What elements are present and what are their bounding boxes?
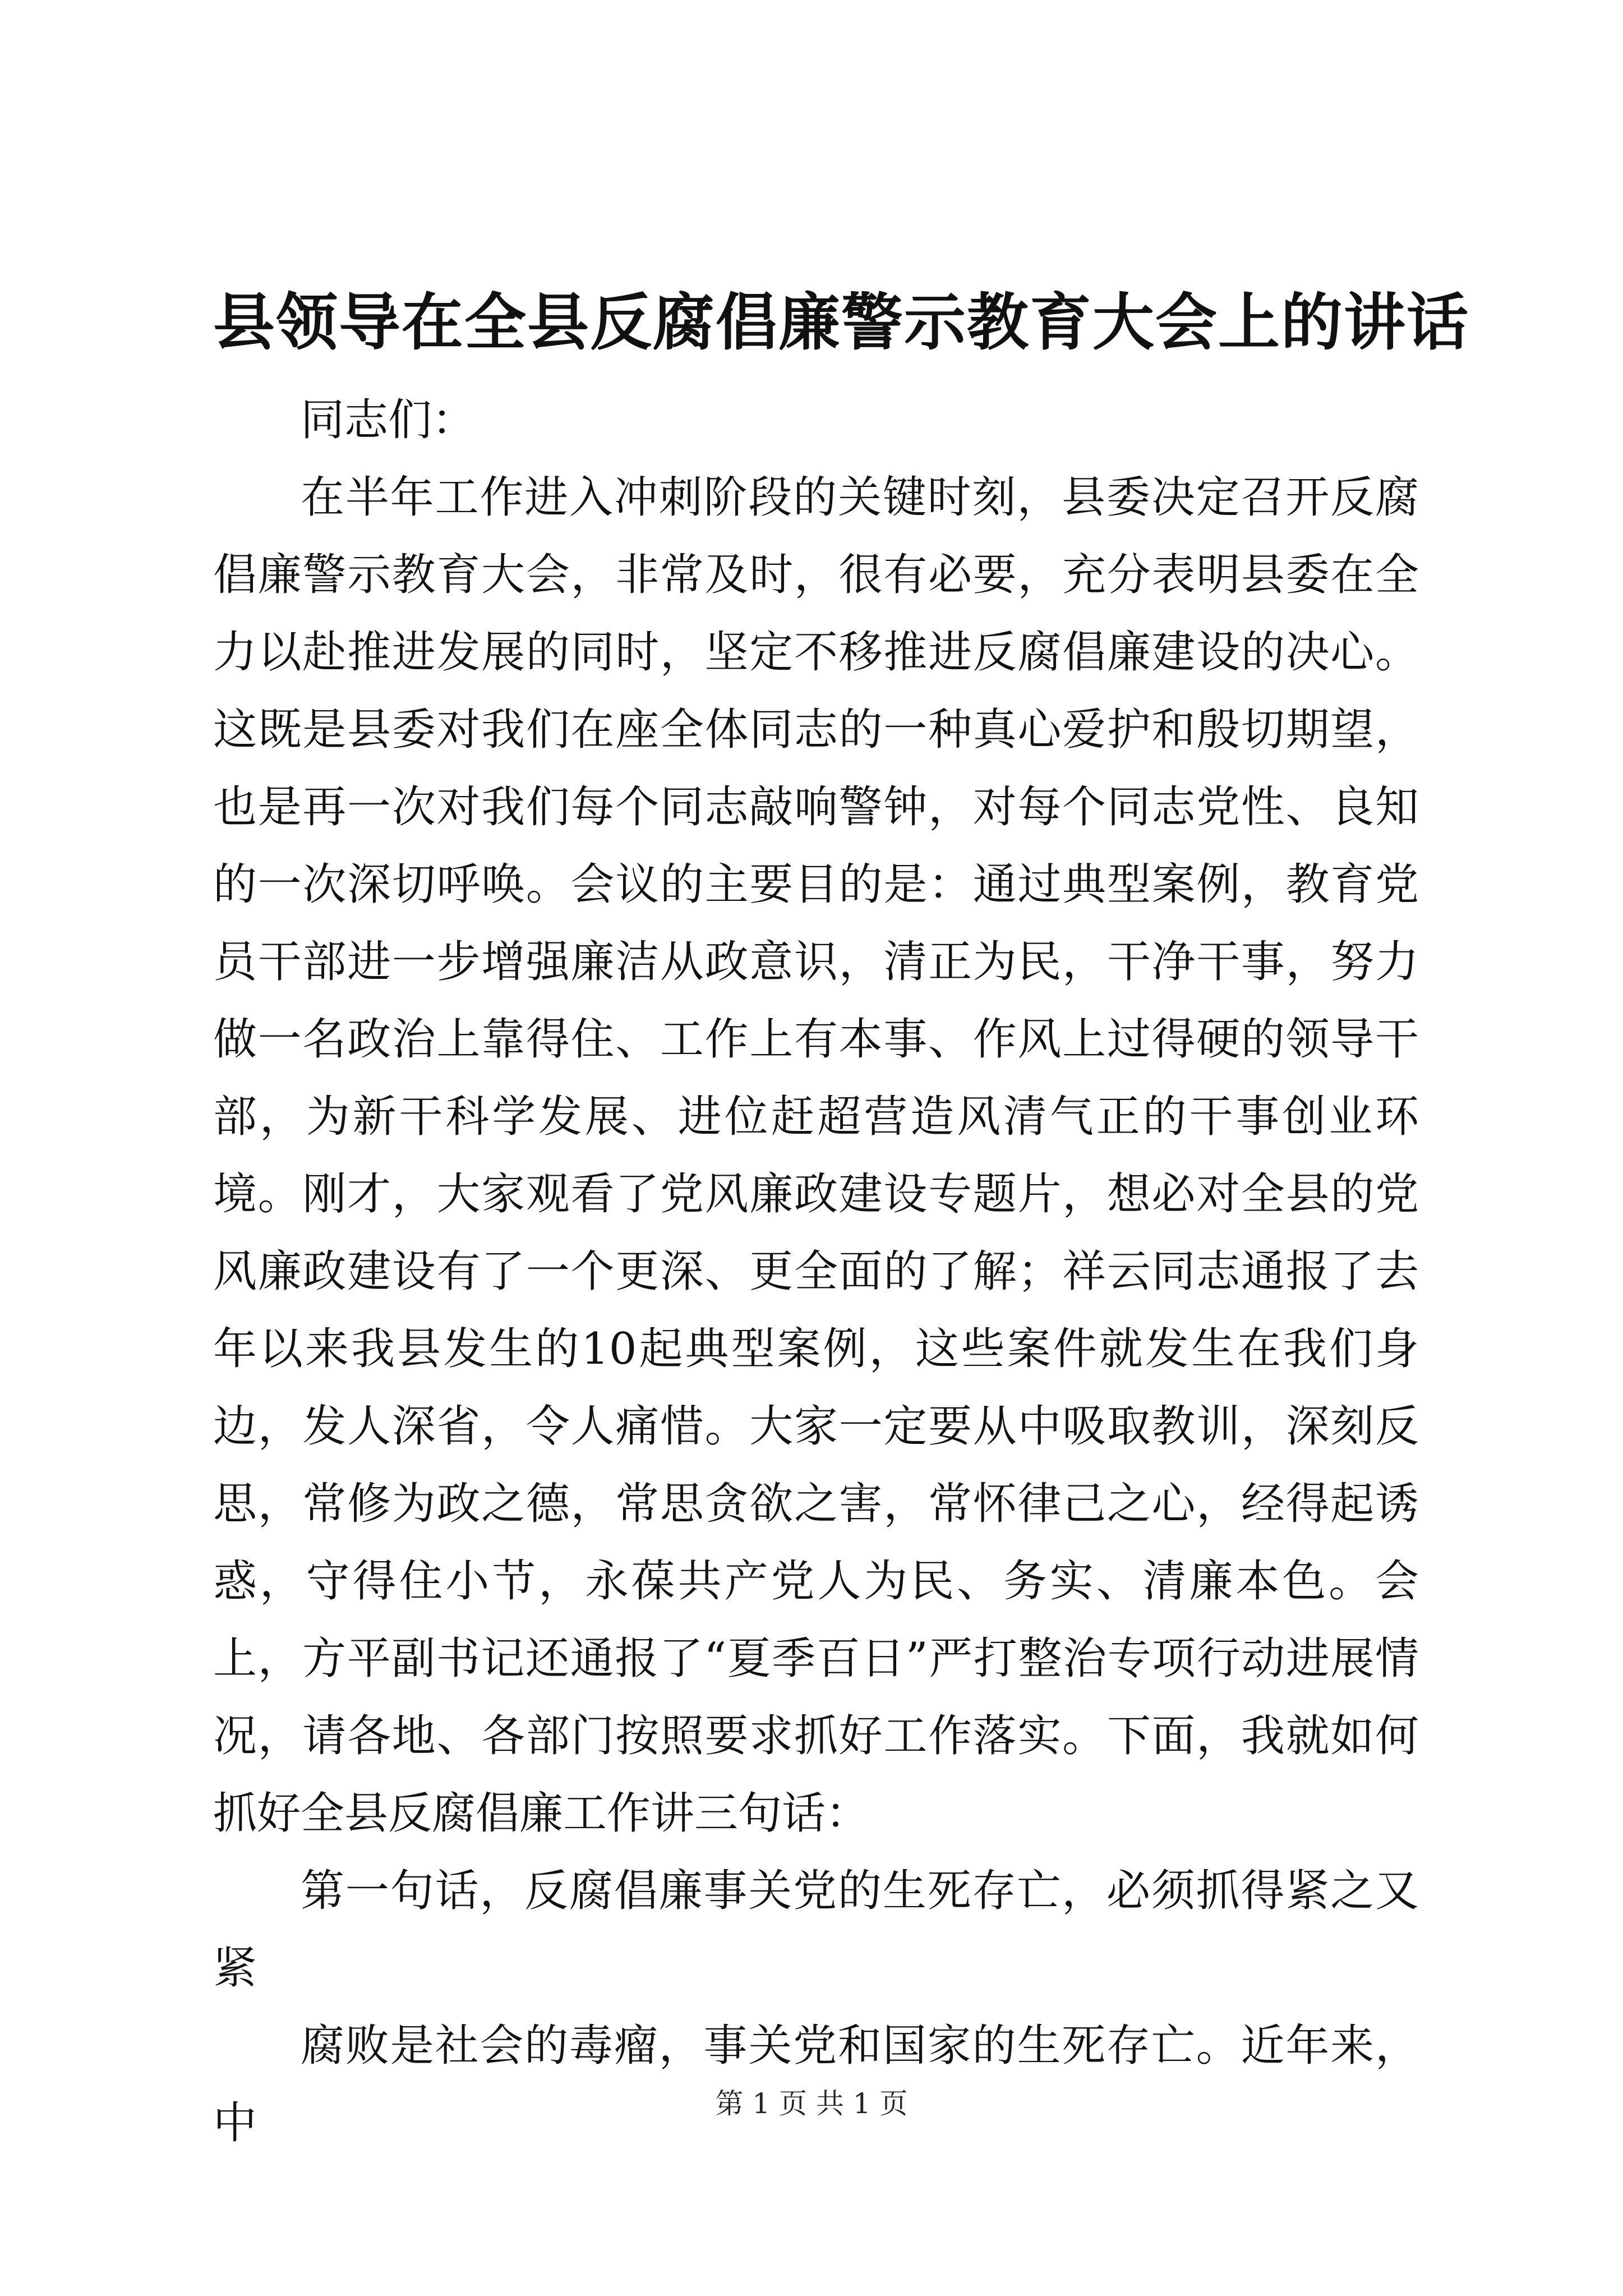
paragraph-intro: 在半年工作进入冲刺阶段的关键时刻，县委决定召开反腐倡廉警示教育大会，非常及时，很有必要，充分表明县委在全力以赴推进发展的同时，坚定不移推进反腐倡廉建设的决心。这既是县委对我们在座全体同志的一种真心爱护和殷切期望，也是再一次对我们每个同志敲响警钟，对每个同志党性、良知的一次深切呼唤。会议的主要目的是：通过典型案例，教育党员干部进一步增强廉洁从政意识，清正为民，干净干事，努力做一名政治上靠得住、工作上有本事、作风上过得硬的领导干部，为新干科学发展、进位赶超营造风清气正的干事创业环境。刚才，大家观看了党风廉政建设专题片，想必对全县的党风廉政建设有了一个更深、更全面的了解；祥云同志通报了去年以来我县发生的10起典型案例，这些案件就发生在我们身边，发人深省，令人痛惜。大家一定要从中吸取教训，深刻反思，常修为政之德，常思贪欲之害，常怀律己之心，经得起诱惑，守得住小节，永葆共产党人为民、务实、清廉本色。会上，方平副书记还通报了“夏季百日”严打整治专项行动进展情况，请各地、各部门按照要求抓好工作落实。下面，我就如何抓好全县反腐倡廉工作讲三句话：: [213, 472, 1419, 1839]
greeting: 同志们：: [301, 395, 476, 445]
document-body: [213, 381, 1419, 2162]
document-title: 县领导在全县反腐倡廉警示教育大会上的讲话: [213, 286, 1469, 358]
page-number-footer: 第 1 页 共 1 页: [715, 2087, 908, 2120]
paragraph-continuation: 腐败是社会的毒瘤，事关党和国家的生死存亡。近年来，中: [213, 2021, 1419, 2148]
section-heading: 第一句话，反腐倡廉事关党的生死存亡，必须抓得紧之又紧: [213, 1866, 1419, 1994]
